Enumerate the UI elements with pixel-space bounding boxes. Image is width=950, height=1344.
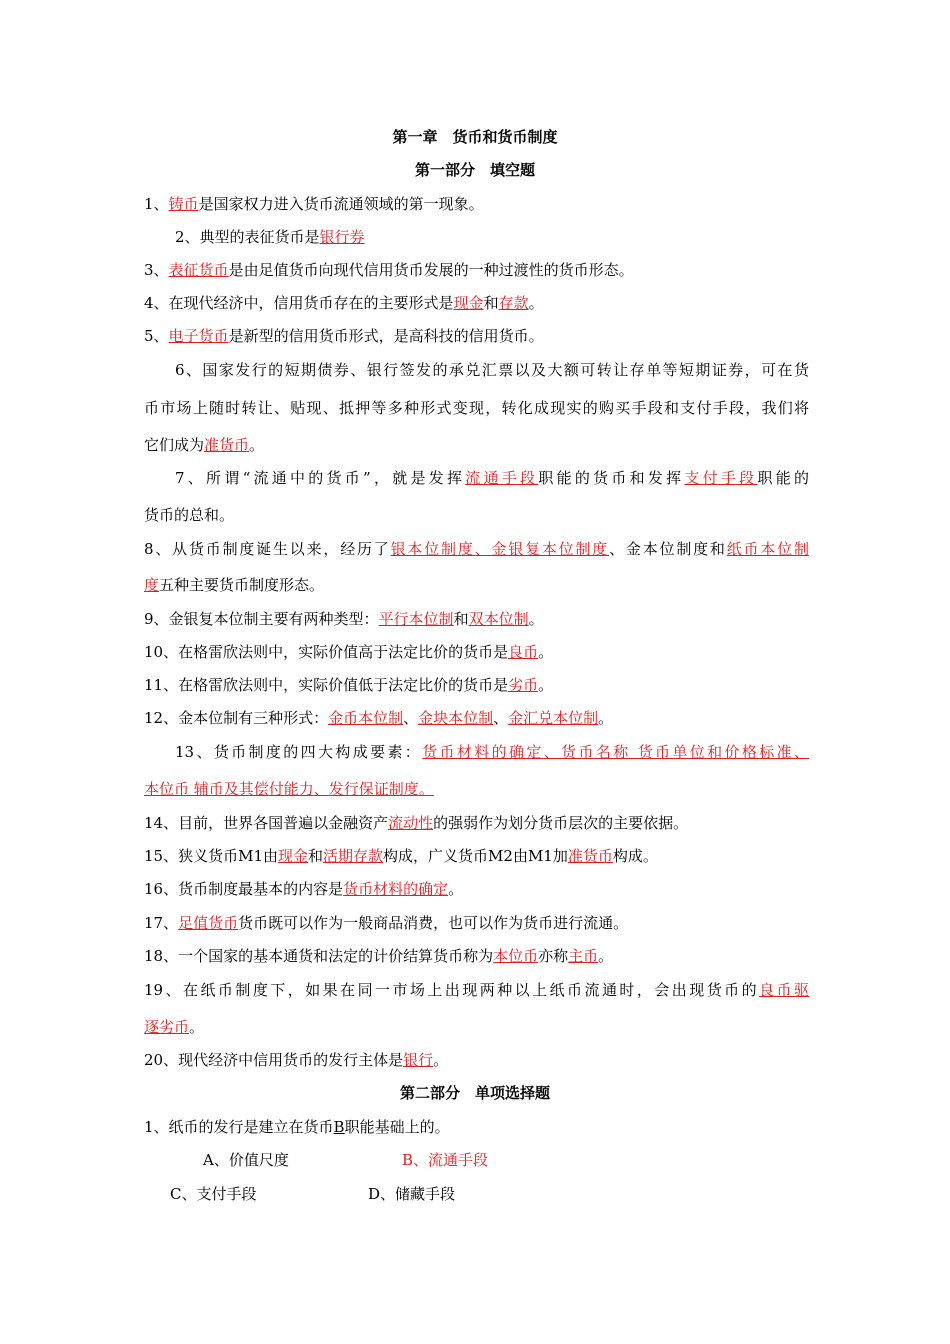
answer-1: 铸币 <box>168 195 199 213</box>
part1-title: 第一部分 填空题 <box>414 161 535 179</box>
question-3: 3、表征货币是由足值货币向现代信用货币发展的一种过渡性的货币形态。 <box>144 261 634 279</box>
question-4: 4、在现代经济中，信用货币存在的主要形式是现金和存款。 <box>144 294 544 312</box>
answer-12c: 金汇兑本位制 <box>508 709 599 727</box>
answer-16: 货币材料的确定 <box>343 880 449 898</box>
answer-15b: 活期存款 <box>323 847 384 865</box>
answer-13a: 货币材料的确定 <box>422 743 544 761</box>
answer-10: 良币 <box>508 643 539 661</box>
answer-8a: 银本位制度 <box>390 540 475 558</box>
answer-18a: 本位币 <box>493 947 539 965</box>
answer-15a: 现金 <box>278 847 309 865</box>
question-16: 16、货币制度最基本的内容是货币材料的确定。 <box>144 880 464 898</box>
question-1: 1、铸币是国家权力进入货币流通领域的第一现象。 <box>144 195 484 213</box>
question-6-line2: 币市场上随时转让、贴现、抵押等多种形式变现，转化成现实的购买手段和支付手段，我们将 <box>144 399 809 417</box>
answer-14: 流动性 <box>388 814 434 832</box>
question-13-line2: 本位币 辅币及其偿付能力、发行保证制度。 <box>144 780 434 798</box>
question-5: 5、电子货币是新型的信用货币形式，是高科技的信用货币。 <box>144 327 544 345</box>
answer-3: 表征货币 <box>168 261 229 279</box>
answer-6: 准货币 <box>204 436 250 454</box>
answer-12a: 金币本位制 <box>328 709 404 727</box>
question-6-line3: 它们成为准货币。 <box>144 436 265 454</box>
question-8-line2: 度五种主要货币制度形态。 <box>144 576 325 594</box>
mc1-option-c: C、支付手段 <box>170 1185 257 1203</box>
mc1-option-b: B、流通手段 <box>402 1151 489 1169</box>
question-14: 14、目前，世界各国普遍以金融资产流动性的强弱作为划分货币层次的主要依据。 <box>144 814 689 832</box>
chapter-title: 第一章 货币和货币制度 <box>392 128 558 146</box>
answer-8b: 金银复本位制度 <box>491 540 610 558</box>
question-7-line2: 货币的总和。 <box>144 506 235 524</box>
question-12: 12、金本位制有三种形式：金币本位制、金块本位制、金汇兑本位制。 <box>144 709 614 727</box>
answer-13d: 发行保证制度 <box>328 780 419 798</box>
answer-4b: 存款 <box>498 294 529 312</box>
mc1-option-d: D、储藏手段 <box>368 1185 456 1203</box>
question-19-line2: 逐劣币。 <box>144 1018 205 1036</box>
answer-15c: 准货币 <box>567 847 613 865</box>
question-17: 17、足值货币货币既可以作为一般商品消费，也可以作为货币进行流通。 <box>144 914 629 932</box>
answer-7b: 支付手段 <box>684 469 758 487</box>
question-2: 2、典型的表征货币是银行券 <box>175 228 365 246</box>
question-19-line1: 19、在纸币制度下，如果在同一市场上出现两种以上纸币流通时，会出现货币的良币驱 <box>144 981 809 999</box>
answer-17: 足值货币 <box>178 914 239 932</box>
answer-2: 银行券 <box>319 228 365 246</box>
question-9: 9、金银复本位制主要有两种类型：平行本位制和双本位制。 <box>144 610 544 628</box>
mc1-option-a: A、价值尺度 <box>203 1151 289 1169</box>
answer-4a: 现金 <box>453 294 484 312</box>
question-6-line1: 6、国家发行的短期债券、银行签发的承兑汇票以及大额可转让存单等短期证券，可在货 <box>175 361 809 379</box>
answer-7a: 流通手段 <box>465 469 539 487</box>
answer-9a: 平行本位制 <box>378 610 454 628</box>
question-11: 11、在格雷欣法则中，实际价值低于法定比价的货币是劣币。 <box>144 676 554 694</box>
part2-title: 第二部分 单项选择题 <box>399 1084 550 1102</box>
answer-13b: 货币名称 货币单位和价格标准 <box>561 743 794 761</box>
answer-20: 银行 <box>403 1051 434 1069</box>
question-18: 18、一个国家的基本通货和法定的计价结算货币称为本位币亦称主币。 <box>144 947 614 965</box>
answer-8c: 纸币本位制 <box>726 540 809 558</box>
question-10: 10、在格雷欣法则中，实际价值高于法定比价的货币是良币。 <box>144 643 554 661</box>
answer-12b: 金块本位制 <box>418 709 494 727</box>
question-7-line1: 7、所谓“流通中的货币”，就是发挥流通手段职能的货币和发挥支付手段职能的 <box>175 469 809 487</box>
question-20: 20、现代经济中信用货币的发行主体是银行。 <box>144 1051 449 1069</box>
mc-answer-1: B <box>333 1118 345 1136</box>
question-8-line1: 8、从货币制度诞生以来，经历了银本位制度、金银复本位制度、金本位制度和纸币本位制 <box>144 540 809 558</box>
question-13-line1: 13、货币制度的四大构成要素：货币材料的确定、货币名称 货币单位和价格标准、 <box>175 743 809 761</box>
answer-18b: 主币 <box>568 947 599 965</box>
answer-11: 劣币 <box>508 676 539 694</box>
answer-19: 良币驱 <box>759 981 809 999</box>
answer-9b: 双本位制 <box>468 610 529 628</box>
answer-5: 电子货币 <box>168 327 229 345</box>
mc-question-1: 1、纸币的发行是建立在货币B职能基础上的。 <box>144 1118 450 1136</box>
answer-13c: 本位币 辅币及其偿付能力 <box>144 780 314 798</box>
question-15: 15、狭义货币M1由现金和活期存款构成，广义货币M2由M1加准货币构成。 <box>144 847 658 865</box>
